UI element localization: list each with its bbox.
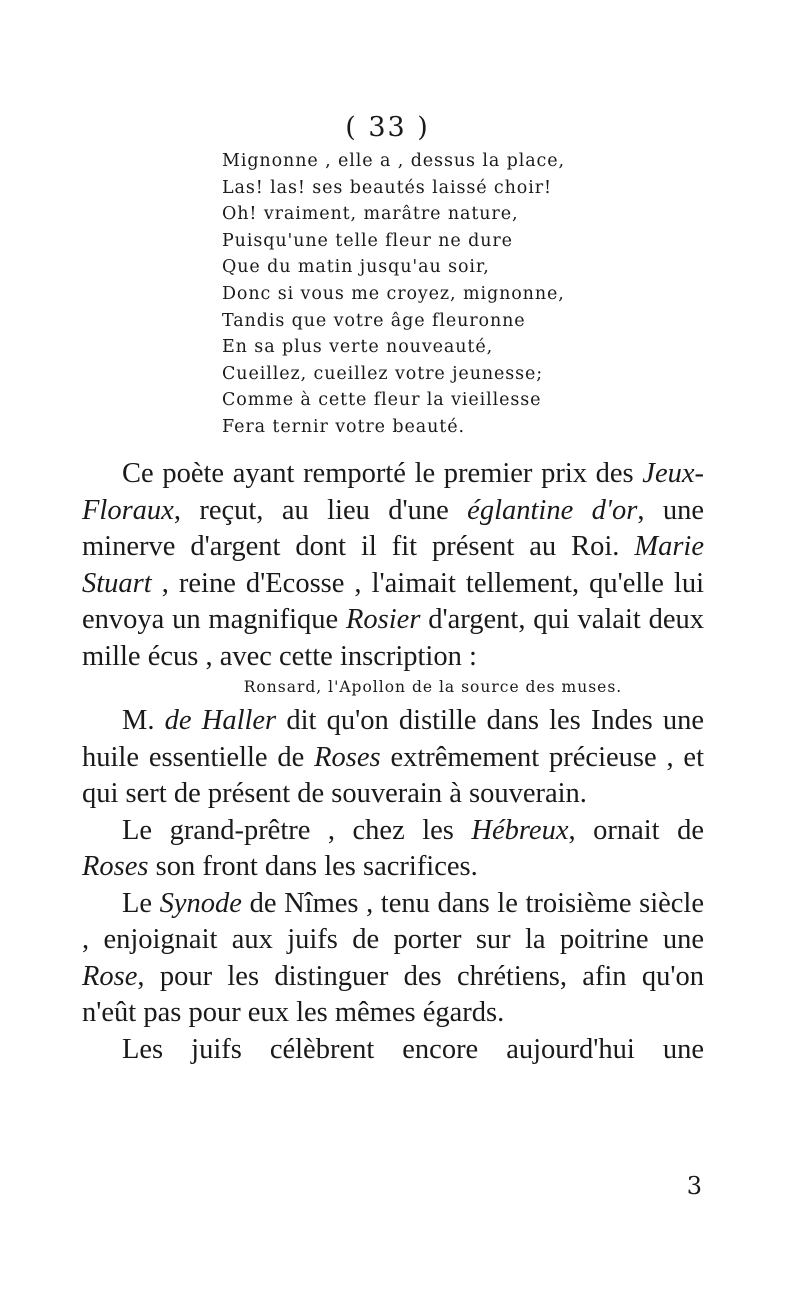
text-run: d'argent, qui valait deux mille écus , avec cette inscription : <box>82 604 704 672</box>
italic-run: de Haller <box>164 705 277 736</box>
text-run: , pour les distinguer des chrétiens, afin qu'on n'eût pas pour eux les mêmes égards. <box>82 960 704 1028</box>
italic-run: Hébreux <box>471 814 569 846</box>
text-run: , ornait de <box>568 814 704 846</box>
text-run: dit qu'on distille dans les Indes une huile essentielle de <box>82 705 705 773</box>
verse-line: Fera ternir votre beauté. <box>222 416 465 437</box>
paragraph-haller <box>82 703 704 813</box>
verse-line: Mignonne , elle a , dessus la place, <box>222 151 565 171</box>
paragraph-ronsard <box>82 456 704 675</box>
italic-run: Roses <box>314 741 381 773</box>
italic-run: Rosier <box>346 604 421 635</box>
inscription: Ronsard, l'Apollon de la source des muses. <box>243 678 623 696</box>
signature-mark: 3 <box>686 1172 702 1200</box>
verse-line: Tandis que votre âge fleuronne <box>222 310 526 331</box>
verse-line: Que du matin jusqu'au soir, <box>222 257 490 278</box>
text-run: Le grand-prêtre , chez les <box>122 814 472 846</box>
text-run: extrêmement précieuse , et qui sert de présent de souverain à souverain. <box>82 741 705 809</box>
page-number: ( 33 ) <box>345 112 430 143</box>
paragraph-hebreux <box>82 813 704 886</box>
text-run: Le <box>122 887 160 919</box>
verse-line: Las! las! ses beautés laissé choir! <box>222 177 552 198</box>
text-run: , reçut, au lieu d'une <box>173 494 468 526</box>
verse-line: Comme à cette fleur la vieillesse <box>222 390 542 411</box>
text-run: Ce poète ayant remporté le premier prix des <box>122 458 643 489</box>
poem-verse <box>222 148 782 441</box>
text-run: de Nîmes , tenu dans le troisième siècle , enjoignait aux juifs de porter sur la poitrine une <box>82 887 704 955</box>
body-text <box>82 456 704 1068</box>
italic-run: Roses <box>82 851 149 882</box>
text-run: , une minerve d'argent dont il fit présent au Roi. <box>82 494 704 562</box>
verse-line: En sa plus verte nouveauté, <box>222 337 494 358</box>
paragraph-synode <box>82 886 704 1032</box>
italic-run: Marie Stuart <box>82 531 704 599</box>
text-run: son front dans les sacrifices. <box>148 851 478 882</box>
italic-run: Rose <box>82 960 138 992</box>
text-run: M. <box>122 705 165 736</box>
italic-run: Jeux-Floraux <box>82 458 704 526</box>
verse-line: Donc si vous me croyez, mignonne, <box>222 283 565 304</box>
paragraph-juifs <box>82 1032 704 1069</box>
text-run: , reine d'Ecosse , l'aimait tellement, qu'elle lui envoya un magnifique <box>82 567 704 635</box>
text-run: Les juifs célèbrent encore aujourd'hui une <box>122 1033 704 1065</box>
verse-line: Oh! vraiment, marâtre nature, <box>222 204 519 225</box>
italic-run: Synode <box>159 887 242 919</box>
italic-run: églantine d'or <box>467 494 638 526</box>
verse-line: Puisqu'une telle fleur ne dure <box>222 230 513 251</box>
verse-line: Cueillez, cueillez votre jeunesse; <box>222 363 544 384</box>
